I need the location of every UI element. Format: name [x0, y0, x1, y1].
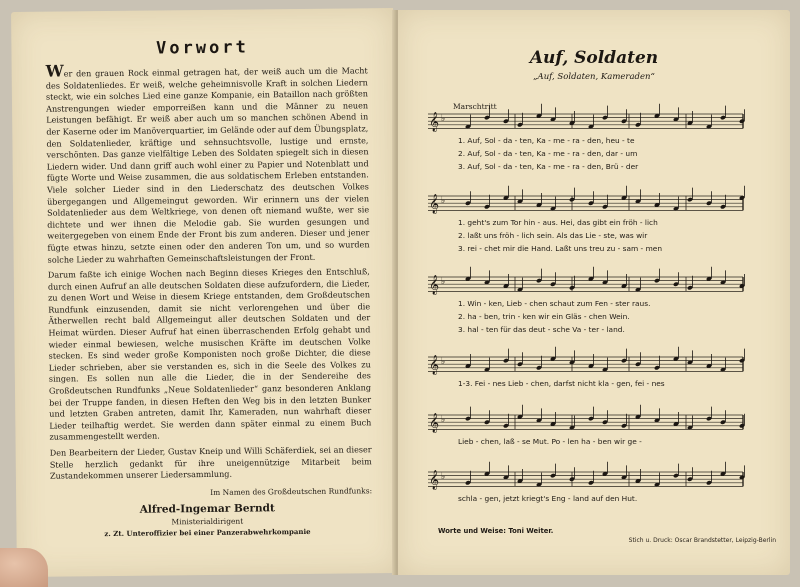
lyric-line: 1. Auf, Sol - da - ten, Ka - me - ra - den, heu - te: [458, 136, 635, 145]
treble-clef-icon: 𝄞: [429, 355, 440, 375]
foreword-paragraph: Darum faßte ich einige Wochen nach Beginn dieses Krieges den Entschluß, durch einen Aufruf an alle deutschen Soldaten diese aufzufordern, die Lieder, zu denen Wort und Weise in diesem Kriege entstanden, dem Großdeutschen Rundfunk einzusenden, damit sie nicht verlorengehen und über die Ätherwellen recht bald Allgemeingut aller deutschen Soldaten und der Heimat würden. Dieser Aufruf hat einen überraschenden Erfolg gehabt und wieder einmal bewiesen, welche musischen Kräfte im deutschen Volke stecken. Es sind weder große Komponisten noch große Dichter, die diese Lieder schrieben, aber sie verstanden es, sich in die Seele des Volkes zu singen. Es sollen nun alle die Lieder, die in der Sendereihe des Großdeutschen Rundfunks „Neue Soldatenlieder“ ganz besonderen Anklang bei der Truppe fanden, in diesen Heften den Weg bis in den letzten Bunker und letzten Graben antreten, damit Ihr, Kameraden, nun wahrhaft dieser Lieder teilhaftig werdet. Sie werden dann später einmal zu einem Buch zusammengestellt werden.: [47, 266, 372, 443]
lyric-line: 2. Auf, Sol - da - ten, Ka - me - ra - den, dar - um: [458, 149, 638, 158]
treble-clef-icon: 𝄞: [429, 112, 440, 132]
song-subtitle: „Auf, Soldaten, Kameraden“: [533, 72, 655, 82]
treble-clef-icon: 𝄞: [429, 194, 440, 214]
lyric-line: 2. ha - ben, trin - ken wir ein Gläs - chen Wein.: [458, 312, 630, 321]
foreword-body: [46, 62, 372, 482]
lyric-line: 1. geht's zum Tor hin - aus. Hei, das gibt ein fröh - lich: [458, 218, 658, 227]
lyric-line: 3. rei - chet mir die Hand. Laßt uns treu zu - sam - men: [458, 244, 662, 253]
signature-name: Alfred-Ingemar Berndt: [139, 502, 275, 516]
foreword-paragraph: Den Bearbeitern der Lieder, Gustav Kneip und Willi Schäferdiek, sei an dieser Stelle herzlich gedankt für ihre uneigennützige Mitarbeit beim Zustandekommen unserer Liedersammlung.: [49, 444, 372, 481]
key-flat-icon: ♭: [441, 114, 446, 124]
drop-cap: W: [45, 61, 64, 81]
treble-clef-icon: 𝄞: [429, 275, 440, 295]
key-flat-icon: ♭: [441, 196, 446, 206]
lyric-line: 3. Auf, Sol - da - ten, Ka - me - ra - den, Brü - der: [458, 162, 639, 171]
song-credits: Worte und Weise: Toni Weiter.: [438, 527, 554, 535]
key-flat-icon: ♭: [441, 277, 446, 287]
signature-title: Ministerialdirigent: [171, 516, 244, 527]
lyric-line: 2. laßt uns fröh - lich sein. Als das Lie - ste, was wir: [458, 231, 648, 240]
left-page: [11, 8, 399, 577]
signature-intro: Im Namen des Großdeutschen Rundfunks:: [210, 486, 373, 497]
sheet-music: [398, 10, 790, 575]
lyric-line: 1. Win - ken, Lieb - chen schaut zum Fen - ster raus.: [458, 299, 651, 308]
lyric-line: 1-3. Fei - nes Lieb - chen, darfst nicht kla - gen, fei - nes: [458, 379, 665, 388]
right-page: [398, 10, 790, 575]
lyric-line: Lieb - chen, laß - se Mut. Po - len ha - ben wir ge -: [458, 437, 642, 446]
key-flat-icon: ♭: [441, 357, 446, 367]
song-title: Auf, Soldaten: [529, 48, 659, 68]
thumb: [0, 548, 48, 587]
signature-block: [16, 486, 398, 539]
key-flat-icon: ♭: [441, 472, 446, 482]
treble-clef-icon: 𝄞: [429, 413, 440, 433]
key-flat-icon: ♭: [441, 415, 446, 425]
foreword-title: Vorwort: [156, 37, 249, 59]
signature-role: z. Zt. Unteroffizier bei einer Panzerabwehrkompanie: [104, 526, 311, 539]
tempo-marking: Marschtritt: [453, 102, 497, 111]
lyric-line: schla - gen, jetzt kriegt's Eng - land auf den Hut.: [458, 494, 638, 503]
printer-imprint: Stich u. Druck: Oscar Brandstetter, Leipzig-Berlin: [628, 537, 776, 544]
lyric-line: 3. hal - ten für das deut - sche Va - ter - land.: [458, 325, 625, 334]
treble-clef-icon: 𝄞: [429, 470, 440, 490]
foreword-paragraph: Wer den grauen Rock einmal getragen hat, der weiß auch um die Macht des Soldatenliedes. Er weiß, welche geheimnisvolle Kraft in solchen Liedern steckt, wie ein solches Lied eine ganze Kompanie, ein Bataillon nach größten Anstrengungen wieder emporreißen kann und die Männer zu neuen Leistungen befähigt. Er weiß aber auch um so manchen schönen Abend in der Kaserne oder im Manöverquartier, im Gelände oder auf dem Übungsplatz, den Soldatenlieder, kräftige und sehnsuchtsvolle, lustige und ernste, verschönten. Das ganze vielfältige Leben des Soldaten spiegelt sich in diesen Liedern wider. Und dann griff auch wohl einer zu Papier und Notenblatt und fügte Worte und Weise zusammen, die aus soldatischem Erleben entstanden. Viele solcher Lieder sind in den Liederschatz des deutschen Volkes übergegangen und Allgemeingut geworden. Wir erinnern uns der vielen Soldatenlieder aus dem Weltkriege, von denen oft niemand wußte, wer sie dichtete und wer ihnen die Melodie gab. Sie wurden gesungen und weitergegeben von einem Ende der Front bis zum anderen. Dieser und jener fügte etwas hinzu, setzte einen oder den anderen Ton um, und so wurden solche Lieder zu wahrhaften Gemeinschaftsleistungen der Front.: [45, 61, 370, 265]
